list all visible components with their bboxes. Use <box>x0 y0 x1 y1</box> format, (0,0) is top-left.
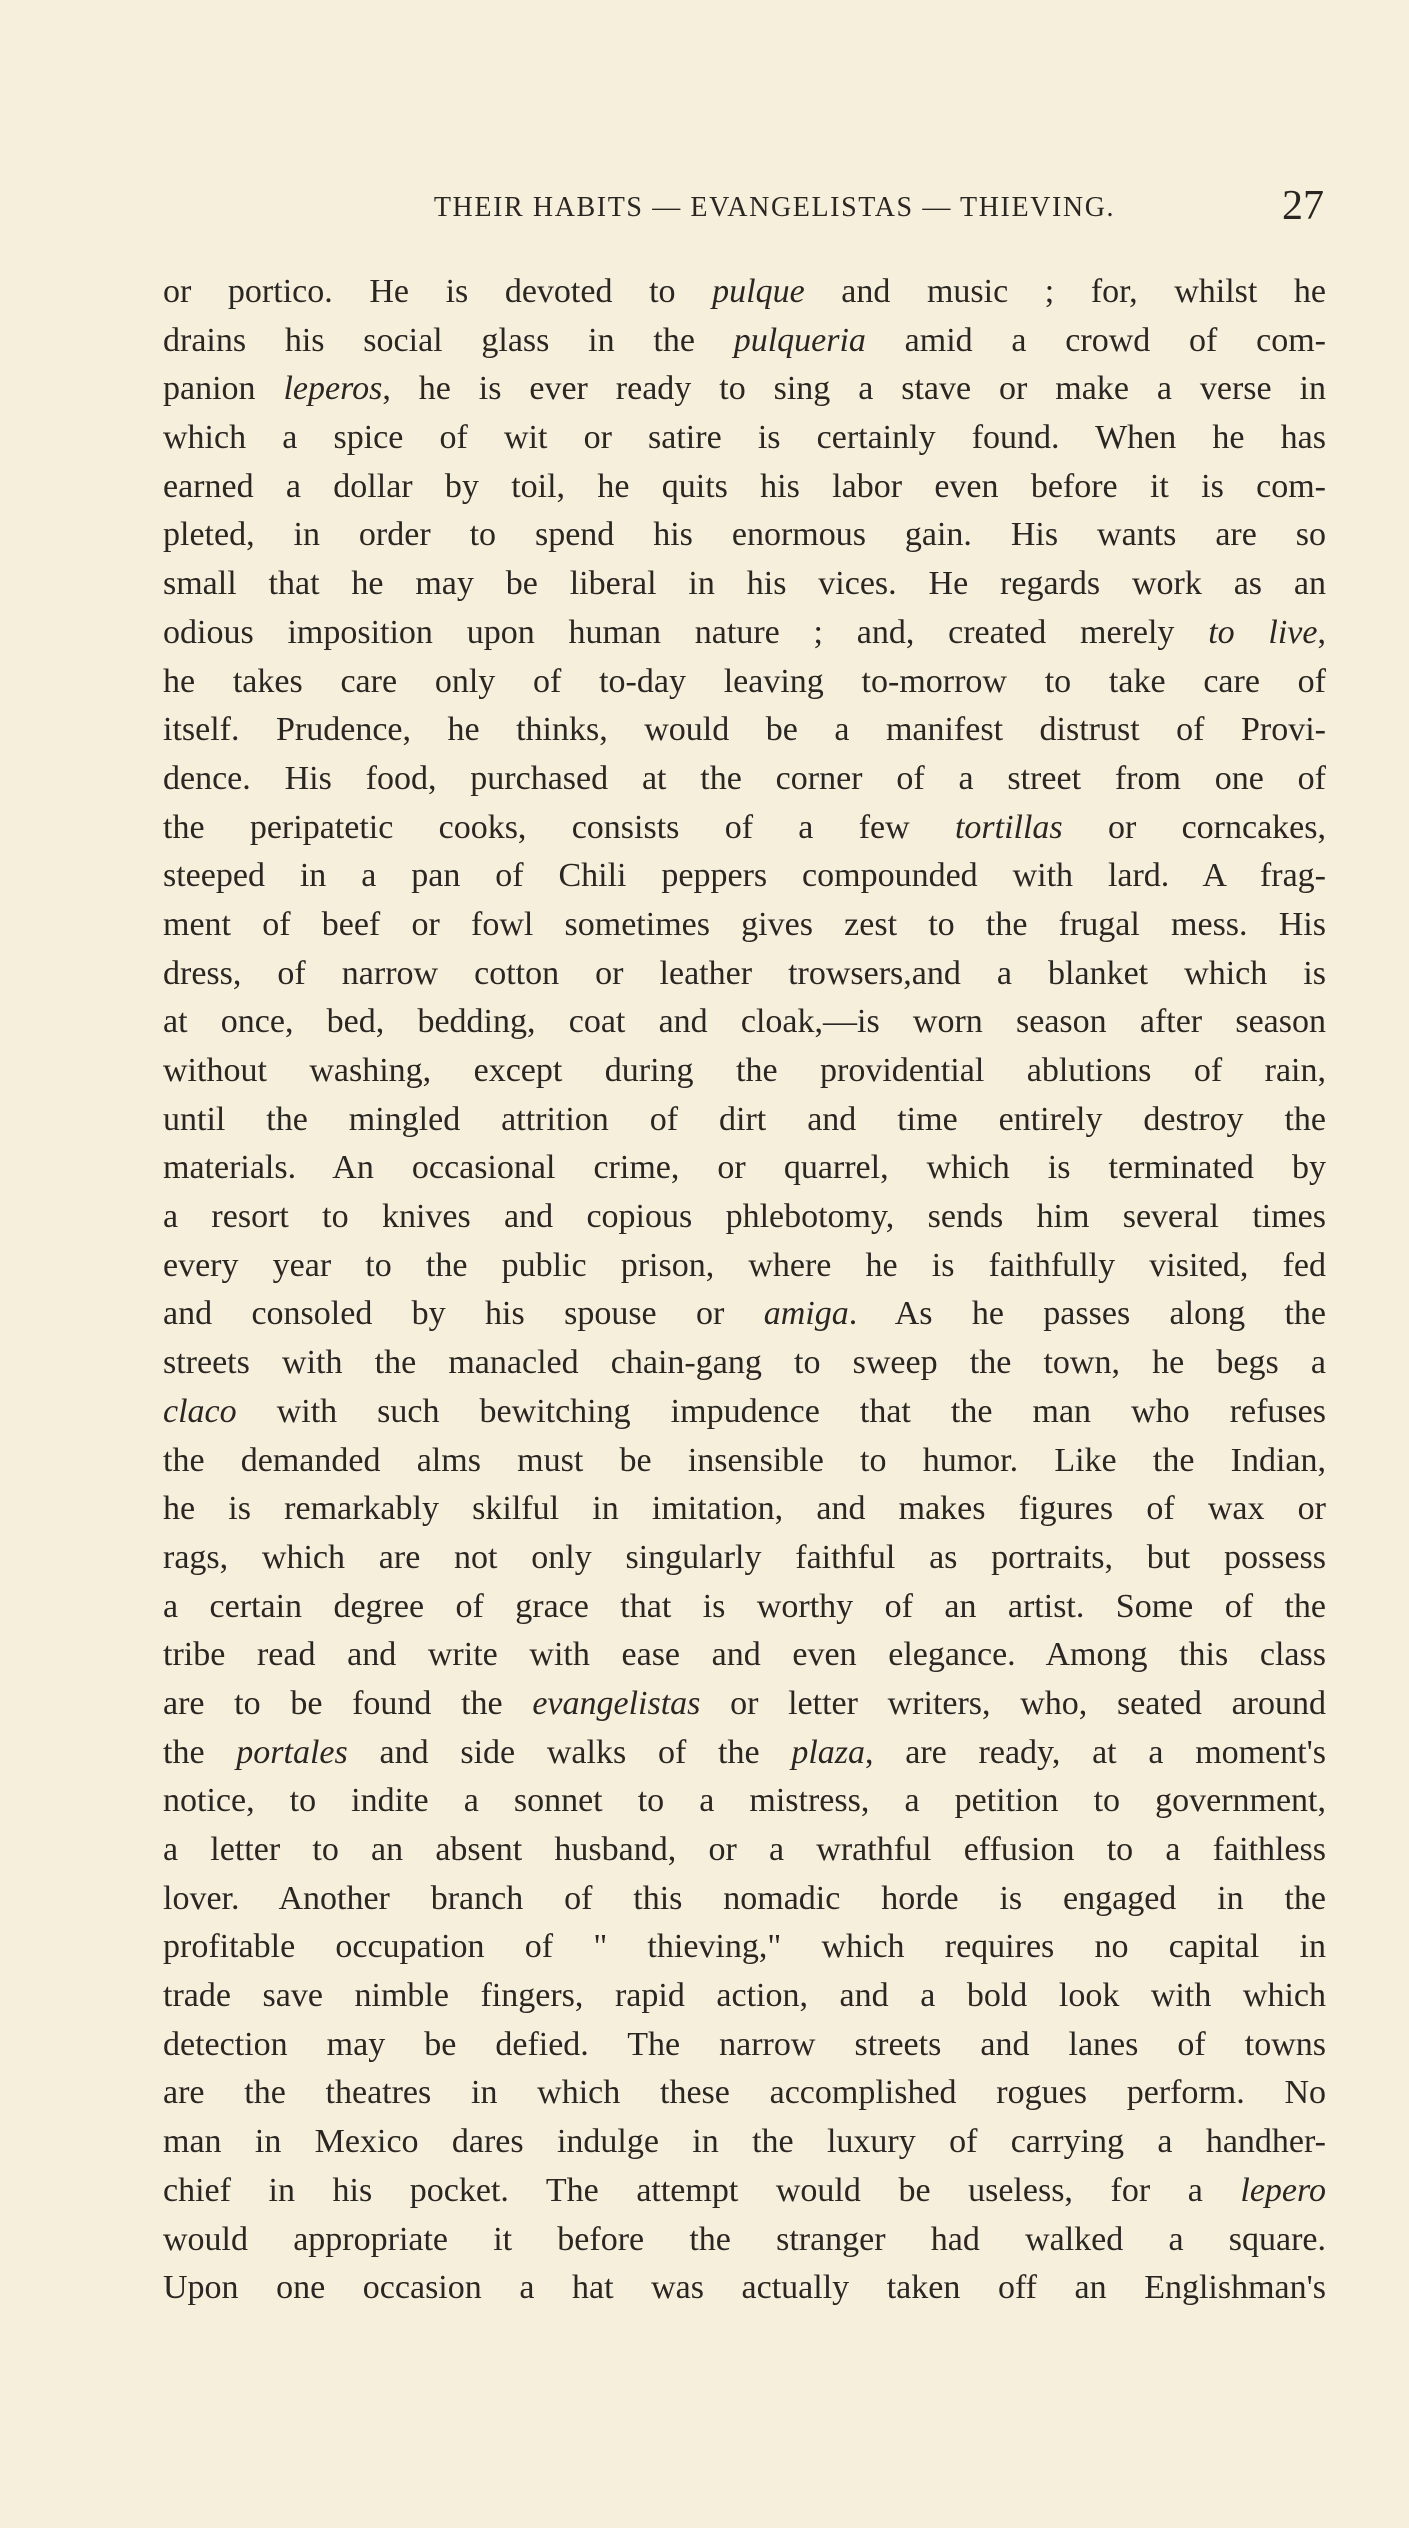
text-run: Upon one occasion a hat was actually taken off an Englishman's <box>163 2269 1326 2307</box>
text-line <box>163 1875 1326 1924</box>
page-number: 27 <box>1282 183 1324 229</box>
text-run: materials. An occasional crime, or quarrel, which is terminated by <box>163 1149 1326 1187</box>
text-run: or letter writers, who, seated around <box>700 1684 1327 1722</box>
text-run: or portico. He is devoted to <box>163 273 713 310</box>
text-run: the peripatetic cooks, consists of a few <box>163 808 955 846</box>
text-run: would appropriate it before the stranger had walked a square. <box>163 2220 1326 2258</box>
body-text <box>163 268 1326 2313</box>
text-line <box>163 1339 1326 1388</box>
text-line <box>163 998 1326 1047</box>
text-run: , he is ever ready to sing a stave or make a verse in <box>382 370 1326 408</box>
text-run: , are ready, at a moment's <box>865 1733 1326 1771</box>
text-run: notice, to indite a sonnet to a mistress, a petition to government, <box>163 1782 1326 1820</box>
text-line <box>163 706 1326 755</box>
italic-term: pulqueria <box>733 321 866 359</box>
text-line <box>163 1972 1326 2021</box>
text-run: he is remarkably skilful in imitation, and makes figures of wax or <box>163 1490 1326 1528</box>
text-run: detection may be defied. The narrow streets and lanes of towns <box>163 2025 1326 2063</box>
text-line <box>163 1534 1326 1583</box>
text-line <box>163 609 1326 658</box>
italic-term: lepero <box>1240 2171 1326 2209</box>
text-line <box>163 1437 1326 1486</box>
text-run: trade save nimble fingers, rapid action, and a bold look with which <box>163 1977 1326 2015</box>
text-line <box>163 1729 1326 1778</box>
text-line <box>163 852 1326 901</box>
text-line <box>163 1290 1326 1339</box>
text-run: amid a crowd of com- <box>865 321 1326 359</box>
text-line <box>163 463 1326 512</box>
text-line <box>163 1388 1326 1437</box>
text-line <box>163 1680 1326 1729</box>
text-run: man in Mexico dares indulge in the luxury of carrying a handher- <box>163 2123 1326 2161</box>
text-run: dress, of narrow cotton or leather trowsers,and a blanket which is <box>163 954 1326 992</box>
text-line <box>163 560 1326 609</box>
text-run: or corncakes, <box>1062 808 1327 846</box>
text-run: ment of beef or fowl sometimes gives zest to the frugal mess. His <box>163 905 1326 943</box>
italic-term: plaza <box>791 1733 866 1771</box>
text-line <box>163 511 1326 560</box>
text-run: the <box>163 1733 237 1771</box>
text-run: lover. Another branch of this nomadic horde is engaged in the <box>163 1879 1326 1917</box>
text-line <box>163 1583 1326 1632</box>
text-line <box>163 901 1326 950</box>
text-line <box>163 1631 1326 1680</box>
text-line <box>163 950 1326 999</box>
text-run: are the theatres in which these accomplished rogues perform. No <box>163 2074 1326 2112</box>
text-run: small that he may be liberal in his vices. He regards work as an <box>163 565 1326 603</box>
text-line <box>163 1485 1326 1534</box>
text-line <box>163 755 1326 804</box>
text-line <box>163 1826 1326 1875</box>
running-head <box>163 183 1326 238</box>
text-line <box>163 1193 1326 1242</box>
text-run: earned a dollar by toil, he quits his labor even before it is com- <box>163 467 1326 505</box>
text-run: steeped in a pan of Chili peppers compounded with lard. A frag- <box>163 857 1326 895</box>
italic-term: evangelistas <box>532 1684 701 1722</box>
italic-term: amiga <box>763 1295 849 1333</box>
text-line <box>163 2216 1326 2265</box>
text-run: without washing, except during the providential ablutions of rain, <box>163 1052 1326 1089</box>
text-line <box>163 1096 1326 1145</box>
text-line <box>163 2264 1326 2313</box>
text-run: and consoled by his spouse or <box>163 1295 764 1333</box>
text-run: and music ; for, whilst he <box>804 273 1327 310</box>
text-run: profitable occupation of " thieving," which requires no capital in <box>163 1928 1326 1966</box>
text-run: until the mingled attrition of dirt and time entirely destroy the <box>163 1100 1326 1138</box>
italic-term: to live <box>1208 613 1318 651</box>
text-run: pleted, in order to spend his enormous gain. His wants are so <box>163 516 1326 554</box>
text-line <box>163 317 1326 366</box>
text-line <box>163 1923 1326 1972</box>
italic-term: portales <box>236 1733 348 1771</box>
text-line <box>163 1242 1326 1291</box>
text-line <box>163 1144 1326 1193</box>
text-line <box>163 2021 1326 2070</box>
text-run: at once, bed, bedding, coat and cloak,—is worn season after season <box>163 1003 1326 1041</box>
text-run: chief in his pocket. The attempt would be useless, for a <box>163 2171 1241 2209</box>
text-line <box>163 365 1326 414</box>
text-run: he takes care only of to-day leaving to-morrow to take care of <box>163 662 1326 700</box>
running-title: THEIR HABITS — EVANGELISTAS — THIEVING. <box>433 192 1116 223</box>
text-run: odious imposition upon human nature ; and, created merely <box>163 613 1209 651</box>
text-run: which a spice of wit or satire is certainly found. When he has <box>163 419 1326 457</box>
text-run: with such bewitching impudence that the man who refuses <box>236 1392 1326 1430</box>
italic-term: leperos <box>283 370 383 408</box>
text-line <box>163 2069 1326 2118</box>
text-run: are to be found the <box>163 1684 533 1722</box>
text-run: , <box>1317 613 1326 651</box>
text-line <box>163 1047 1326 1096</box>
text-run: dence. His food, purchased at the corner of a street from one of <box>163 759 1326 797</box>
text-line <box>163 658 1326 707</box>
text-run: a resort to knives and copious phlebotomy, sends him several times <box>163 1198 1326 1236</box>
text-run: tribe read and write with ease and even elegance. Among this class <box>163 1636 1326 1674</box>
italic-term: claco <box>163 1392 237 1430</box>
text-line <box>163 1777 1326 1826</box>
text-run: the demanded alms must be insensible to humor. Like the Indian, <box>163 1441 1326 1479</box>
text-run: streets with the manacled chain-gang to sweep the town, he begs a <box>163 1344 1326 1382</box>
text-run: itself. Prudence, he thinks, would be a manifest distrust of Provi- <box>163 711 1326 749</box>
text-run: panion <box>163 370 284 408</box>
text-run: every year to the public prison, where he is faithfully visited, fed <box>163 1246 1326 1284</box>
text-run: rags, which are not only singularly faithful as portraits, but possess <box>163 1538 1326 1576</box>
text-line <box>163 414 1326 463</box>
text-run: . As he passes along the <box>848 1295 1326 1333</box>
text-line <box>163 2167 1326 2216</box>
text-run: a letter to an absent husband, or a wrathful effusion to a faithless <box>163 1831 1326 1868</box>
text-run: drains his social glass in the <box>163 321 734 359</box>
italic-term: pulque <box>712 273 805 310</box>
text-line <box>163 804 1326 853</box>
text-line <box>163 2118 1326 2167</box>
text-run: and side walks of the <box>347 1733 792 1771</box>
text-line <box>163 268 1326 317</box>
italic-term: tortillas <box>954 808 1063 846</box>
text-run: a certain degree of grace that is worthy of an artist. Some of the <box>163 1587 1326 1625</box>
